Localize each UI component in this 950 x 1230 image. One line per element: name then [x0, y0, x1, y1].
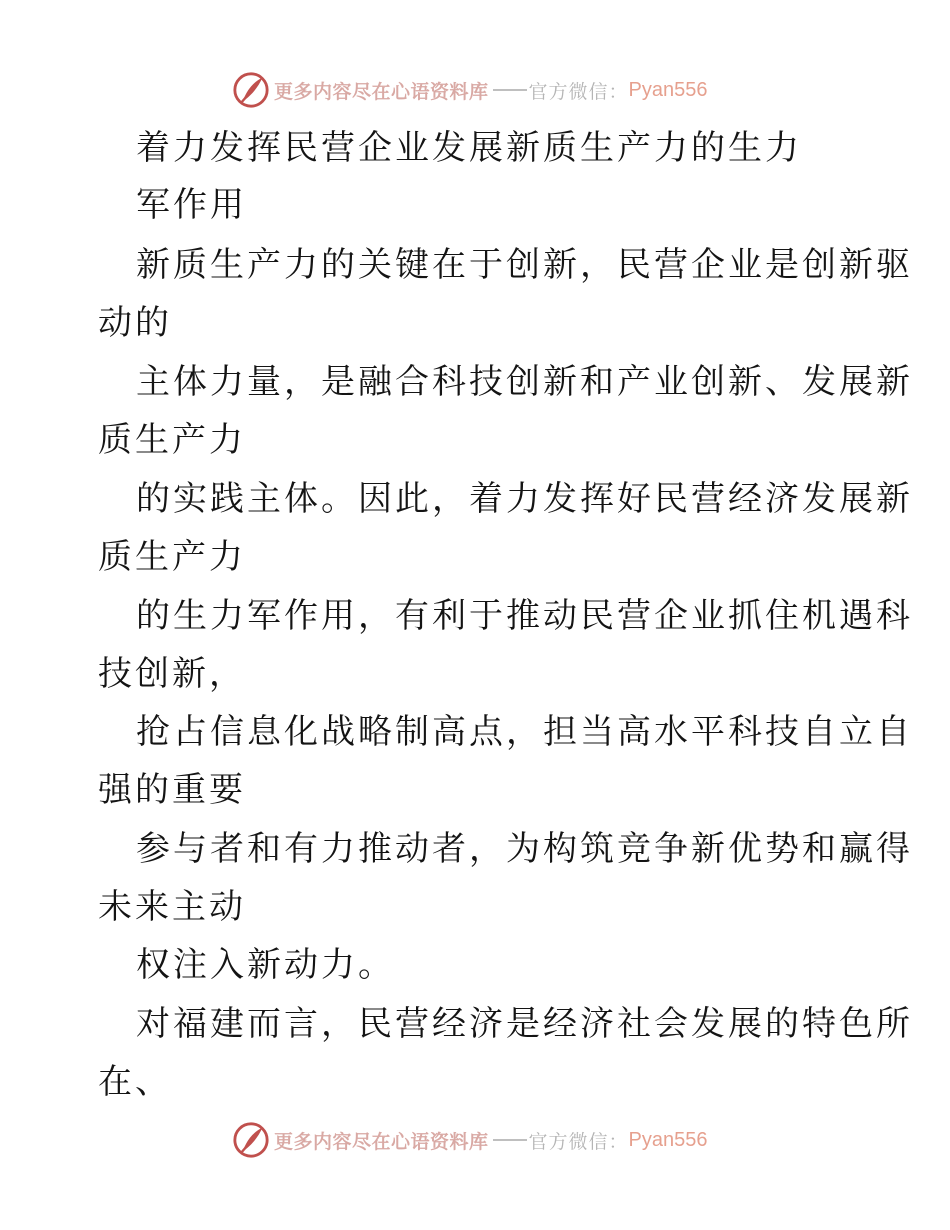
text-line: 对福建而言，民营经济是经济社会发展的特色所 [136, 1004, 913, 1044]
text-line: 主体力量，是融合科技创新和产业创新、发展新 [136, 362, 913, 402]
wechat-id: Pyan556 [628, 1128, 708, 1151]
text-line: 技创新， [98, 654, 246, 694]
text-line: 着力发挥民营企业发展新质生产力的生力 [136, 128, 802, 168]
header-watermark [232, 70, 708, 110]
wechat-label: 官方微信： [528, 1130, 629, 1153]
text-line: 在、 [98, 1062, 172, 1102]
text-line: 参与者和有力推动者，为构筑竞争新优势和赢得 [136, 829, 913, 869]
watermark-text: 更多内容尽在心语资料库 [274, 80, 489, 103]
wechat-id: Pyan556 [628, 78, 708, 101]
text-line: 的实践主体。因此，着力发挥好民营经济发展新 [136, 479, 913, 519]
text-line: 抢占信息化战略制高点，担当高水平科技自立自 [136, 712, 913, 752]
quill-logo-icon [232, 71, 270, 109]
text-line: 权注入新动力。 [136, 945, 395, 985]
footer-watermark [232, 1120, 708, 1160]
wechat-label: 官方微信： [528, 80, 629, 103]
watermark-dash [493, 89, 527, 91]
text-line: 未来主动 [98, 887, 246, 927]
text-line: 强的重要 [98, 770, 246, 810]
text-line: 质生产力 [98, 537, 246, 577]
text-line: 的生力军作用，有利于推动民营企业抓住机遇科 [136, 596, 913, 636]
watermark-text: 更多内容尽在心语资料库 [274, 1130, 489, 1153]
quill-logo-icon [232, 1121, 270, 1159]
text-line: 新质生产力的关键在于创新，民营企业是创新驱 [136, 245, 913, 285]
text-line: 动的 [98, 303, 172, 343]
text-line: 军作用 [136, 185, 247, 225]
text-line: 质生产力 [98, 420, 246, 460]
watermark-dash [493, 1139, 527, 1141]
